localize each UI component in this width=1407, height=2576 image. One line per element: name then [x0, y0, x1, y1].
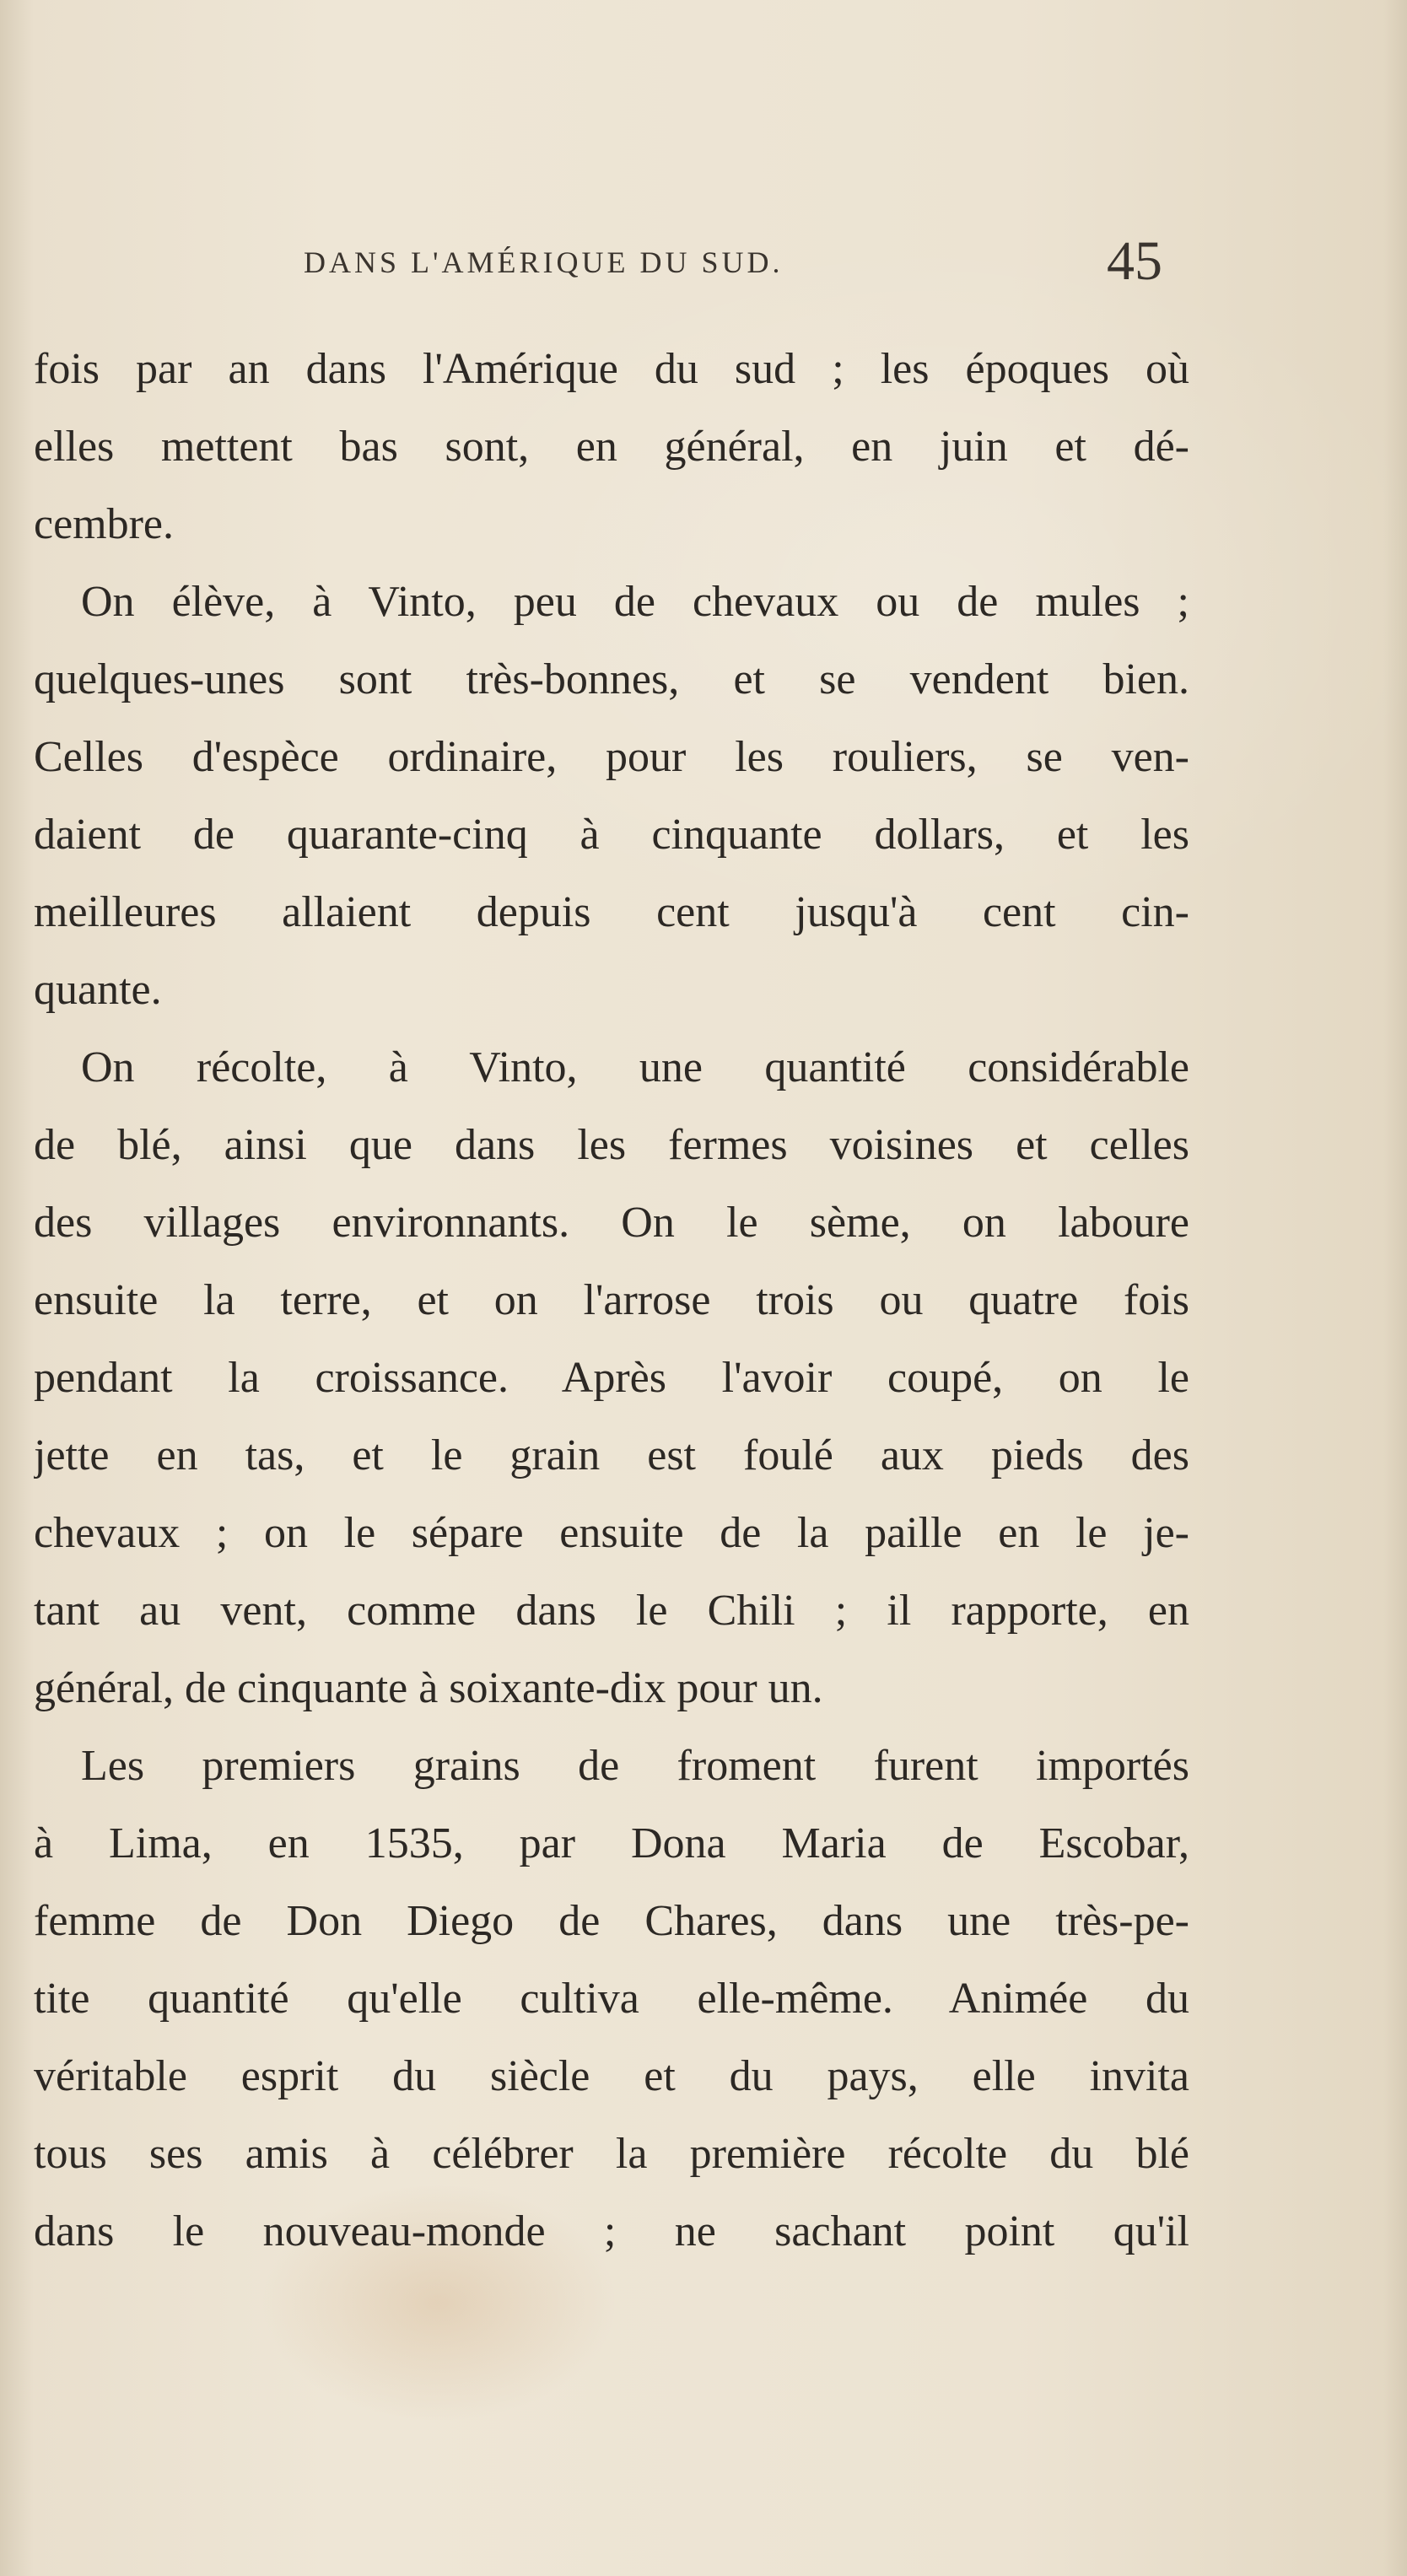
running-title: DANS L'AMÉRIQUE DU SUD.: [304, 245, 784, 279]
paragraph-first-line: On récolte, à Vinto, une quantité considérable: [81, 1043, 1189, 1091]
text-line: quante.: [34, 966, 162, 1014]
text-line: meilleures allaient depuis cent jusqu'à cent cin-: [34, 888, 1189, 936]
text-line: elles mettent bas sont, en général, en juin et dé-: [34, 423, 1189, 471]
text-line: à Lima, en 1535, par Dona Maria de Escobar,: [34, 1819, 1189, 1867]
text-line: chevaux ; on le sépare ensuite de la paille en le je-: [34, 1509, 1189, 1557]
text-line: tite quantité qu'elle cultiva elle-même. Animée du: [34, 1975, 1189, 2023]
text-line: daient de quarante-cinq à cinquante dollars, et les: [34, 811, 1189, 859]
text-line: des villages environnants. On le sème, on laboure: [34, 1199, 1189, 1247]
text-line: pendant la croissance. Après l'avoir coupé, on le: [34, 1354, 1189, 1402]
running-head: [0, 229, 1407, 314]
text-line: femme de Don Diego de Chares, dans une très-pe-: [34, 1897, 1189, 1945]
text-line: général, de cinquante à soixante-dix pour un.: [34, 1664, 823, 1712]
text-line: véritable esprit du siècle et du pays, elle invita: [34, 2052, 1189, 2100]
text-line: tous ses amis à célébrer la première récolte du blé: [34, 2130, 1189, 2178]
text-line: ensuite la terre, et on l'arrose trois ou quatre fois: [34, 1276, 1189, 1324]
text-line: tant au vent, comme dans le Chili ; il rapporte, en: [34, 1587, 1189, 1635]
paragraph-first-line: On élève, à Vinto, peu de chevaux ou de mules ;: [81, 578, 1189, 626]
text-line: quelques-unes sont très-bonnes, et se vendent bien.: [34, 655, 1189, 703]
text-line: de blé, ainsi que dans les fermes voisines et celles: [34, 1121, 1189, 1169]
text-line: cembre.: [34, 500, 175, 548]
page-number: 45: [1107, 230, 1162, 292]
text-line: dans le nouveau-monde ; ne sachant point qu'il: [34, 2207, 1189, 2255]
text-line: fois par an dans l'Amérique du sud ; les époques où: [34, 345, 1189, 393]
text-line: jette en tas, et le grain est foulé aux pieds des: [34, 1431, 1189, 1479]
text-line: Celles d'espèce ordinaire, pour les rouliers, se ven-: [34, 733, 1189, 781]
body-text: [34, 331, 1189, 2271]
paragraph-first-line: Les premiers grains de froment furent importés: [81, 1742, 1189, 1790]
